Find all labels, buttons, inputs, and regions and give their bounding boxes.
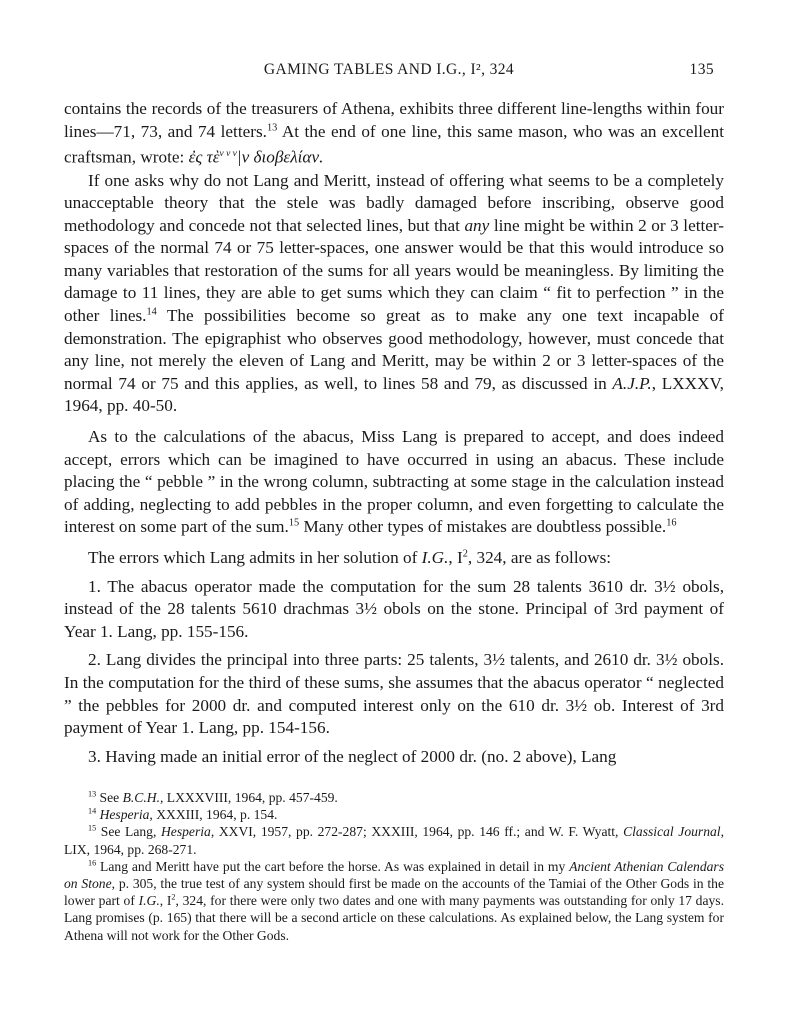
superscript: 2 xyxy=(462,548,468,560)
text-run: See Lang, xyxy=(96,824,161,840)
text-run: line might be within 2 or 3 letter-spaces of the normal 74 or 75 letter-spaces, one answer would be that this would introduce so many variables that restoration of the sums for all years would be meaningless. By limiting the damage to 11 lines, they are able to get sums which they can claim “ fit to perfection ” in the other lines. xyxy=(64,215,724,326)
journal-title: Hesperia xyxy=(160,824,211,840)
text-run: Many other types of mistakes are doubtless possible. xyxy=(299,517,667,537)
text-run: , LXXXVIII, 1964, pp. 457-459. xyxy=(159,790,338,805)
footnote-number: 14 xyxy=(88,806,97,816)
text-run: , I xyxy=(448,548,463,568)
footnote-15 xyxy=(64,823,724,857)
paragraph-2 xyxy=(64,170,724,419)
text-run: contains the records of the treasurers of Athena, exhibits three different line-lengths within four lines—71, 73, and 74 letters. xyxy=(64,99,724,141)
journal-title: Hesperia xyxy=(99,807,150,823)
text-run: , 324, for there were only two dates and one with many payments was outstanding for only 17 days. Lang promises (p. 165) that there will be a second article on these calculations. As explained below, the Lang system for Athena will not work for the Other Gods. xyxy=(64,893,724,943)
greek-inscription-end: |ν διοβελίαν. xyxy=(236,147,324,167)
footnote-number: 15 xyxy=(88,823,97,833)
text-run: Lang and Meritt have put the cart before the horse. As was explained in detail in my xyxy=(96,858,570,874)
footnotes xyxy=(64,789,724,944)
running-title: GAMING TABLES AND I.G., I², 324 xyxy=(263,61,515,78)
emphasis: any xyxy=(464,215,490,235)
text-run: , p. 305, the true test of any system should first be made on the accounts of the Tamiai of the Other Gods in the lower part of xyxy=(64,876,724,909)
paragraph-3 xyxy=(64,426,724,539)
vacat-marks: v v v xyxy=(219,149,237,160)
text-run: , XXVI, 1957, pp. 272-287; XXXIII, 1964, pp. 146 ff.; and W. F. Wyatt, xyxy=(210,824,624,840)
text-run: , LIX, 1964, pp. 268-271. xyxy=(64,824,724,857)
text-run: , XXXIII, 1964, p. 154. xyxy=(149,807,278,823)
book-title: Ancient Athenian Calendars on Stone xyxy=(64,858,724,892)
footnote-ref-14: 14 xyxy=(146,306,157,318)
paragraph-1 xyxy=(64,98,724,170)
superscript: 2 xyxy=(171,892,176,902)
error-item-1: 1. The abacus operator made the computation for the sum 28 talents 3610 dr. 3½ obols, instead of the 28 talents 5610 drachmas 3½ obols on the stone. Principal of 3rd payment of Year 1. Lang, pp. 155-156. xyxy=(64,576,724,641)
footnote-ref-13: 13 xyxy=(266,121,278,133)
footnote-number: 13 xyxy=(88,789,97,799)
text-run: , I xyxy=(159,893,172,909)
footnote-ref-16: 16 xyxy=(666,517,677,529)
journal-title: I.G. xyxy=(421,548,449,568)
paragraph-4 xyxy=(64,547,724,570)
text-run: , LXXXV, 1964, pp. 40-50. xyxy=(64,373,724,416)
footnote-16 xyxy=(64,858,724,944)
text-run: , 324, are as follows: xyxy=(467,548,612,568)
body-text xyxy=(64,98,724,768)
footnote-ref-15: 15 xyxy=(288,517,300,529)
error-item-2: 2. Lang divides the principal into three parts: 25 talents, 3½ talents, and 2610 dr. 3½ obols. In the computation for the third of these sums, she assumes that the abacus operator “ neglected ” the pebbles for 2000 dr. and computed interest only on the 610 dr. 3½ ob. Interest of 3rd payment of Year 1. Lang, pp. 154-156. xyxy=(64,650,724,738)
journal-title: Classical Journal xyxy=(623,824,721,840)
text-run: As to the calculations of the abacus, Miss Lang is prepared to accept, and does indeed accept, errors which can be imagined to have occurred in using an abacus. These include placing the “ pebble ” in the wrong column, subtracting at some stage in the calculation instead of adding, neglecting to add pebbles in the proper column, and even forgetting to calculate the interest on some part of the sum. xyxy=(64,427,724,537)
footnote-13 xyxy=(64,789,724,806)
text-run: See xyxy=(96,790,123,805)
journal-title: A.J.P. xyxy=(612,373,652,393)
text-run: The possibilities become so great as to make any one text incapable of demonstration. The epigraphist who observes good methodology, however, must concede that any line, not merely the eleven of Lang and Meritt, may be within 2 or 3 letter-spaces of the normal 74 or 75 and this applies, as well, to lines 58 and 79, as discussed in xyxy=(64,306,724,393)
footnote-number: 16 xyxy=(88,858,97,868)
text-run: The errors which Lang admits in her solution of xyxy=(88,548,422,568)
greek-inscription: ἐς τὲ xyxy=(188,147,220,167)
journal-title: I.G. xyxy=(138,893,160,909)
error-item-3: 3. Having made an initial error of the neglect of 2000 dr. (no. 2 above), Lang xyxy=(88,746,617,766)
footnote-14 xyxy=(64,806,724,823)
text-run: At the end of one line, this same mason, who was an excellent craftsman, wrote: xyxy=(64,121,725,167)
page-number: 135 xyxy=(689,61,714,78)
text-run: If one asks why do not Lang and Meritt, instead of offering what seems to be a completely unacceptable theory that the stele was badly damaged before inscribing, observe good methodology and concede not that selected lines, but that xyxy=(64,170,724,235)
journal-title: B.C.H. xyxy=(122,790,160,805)
